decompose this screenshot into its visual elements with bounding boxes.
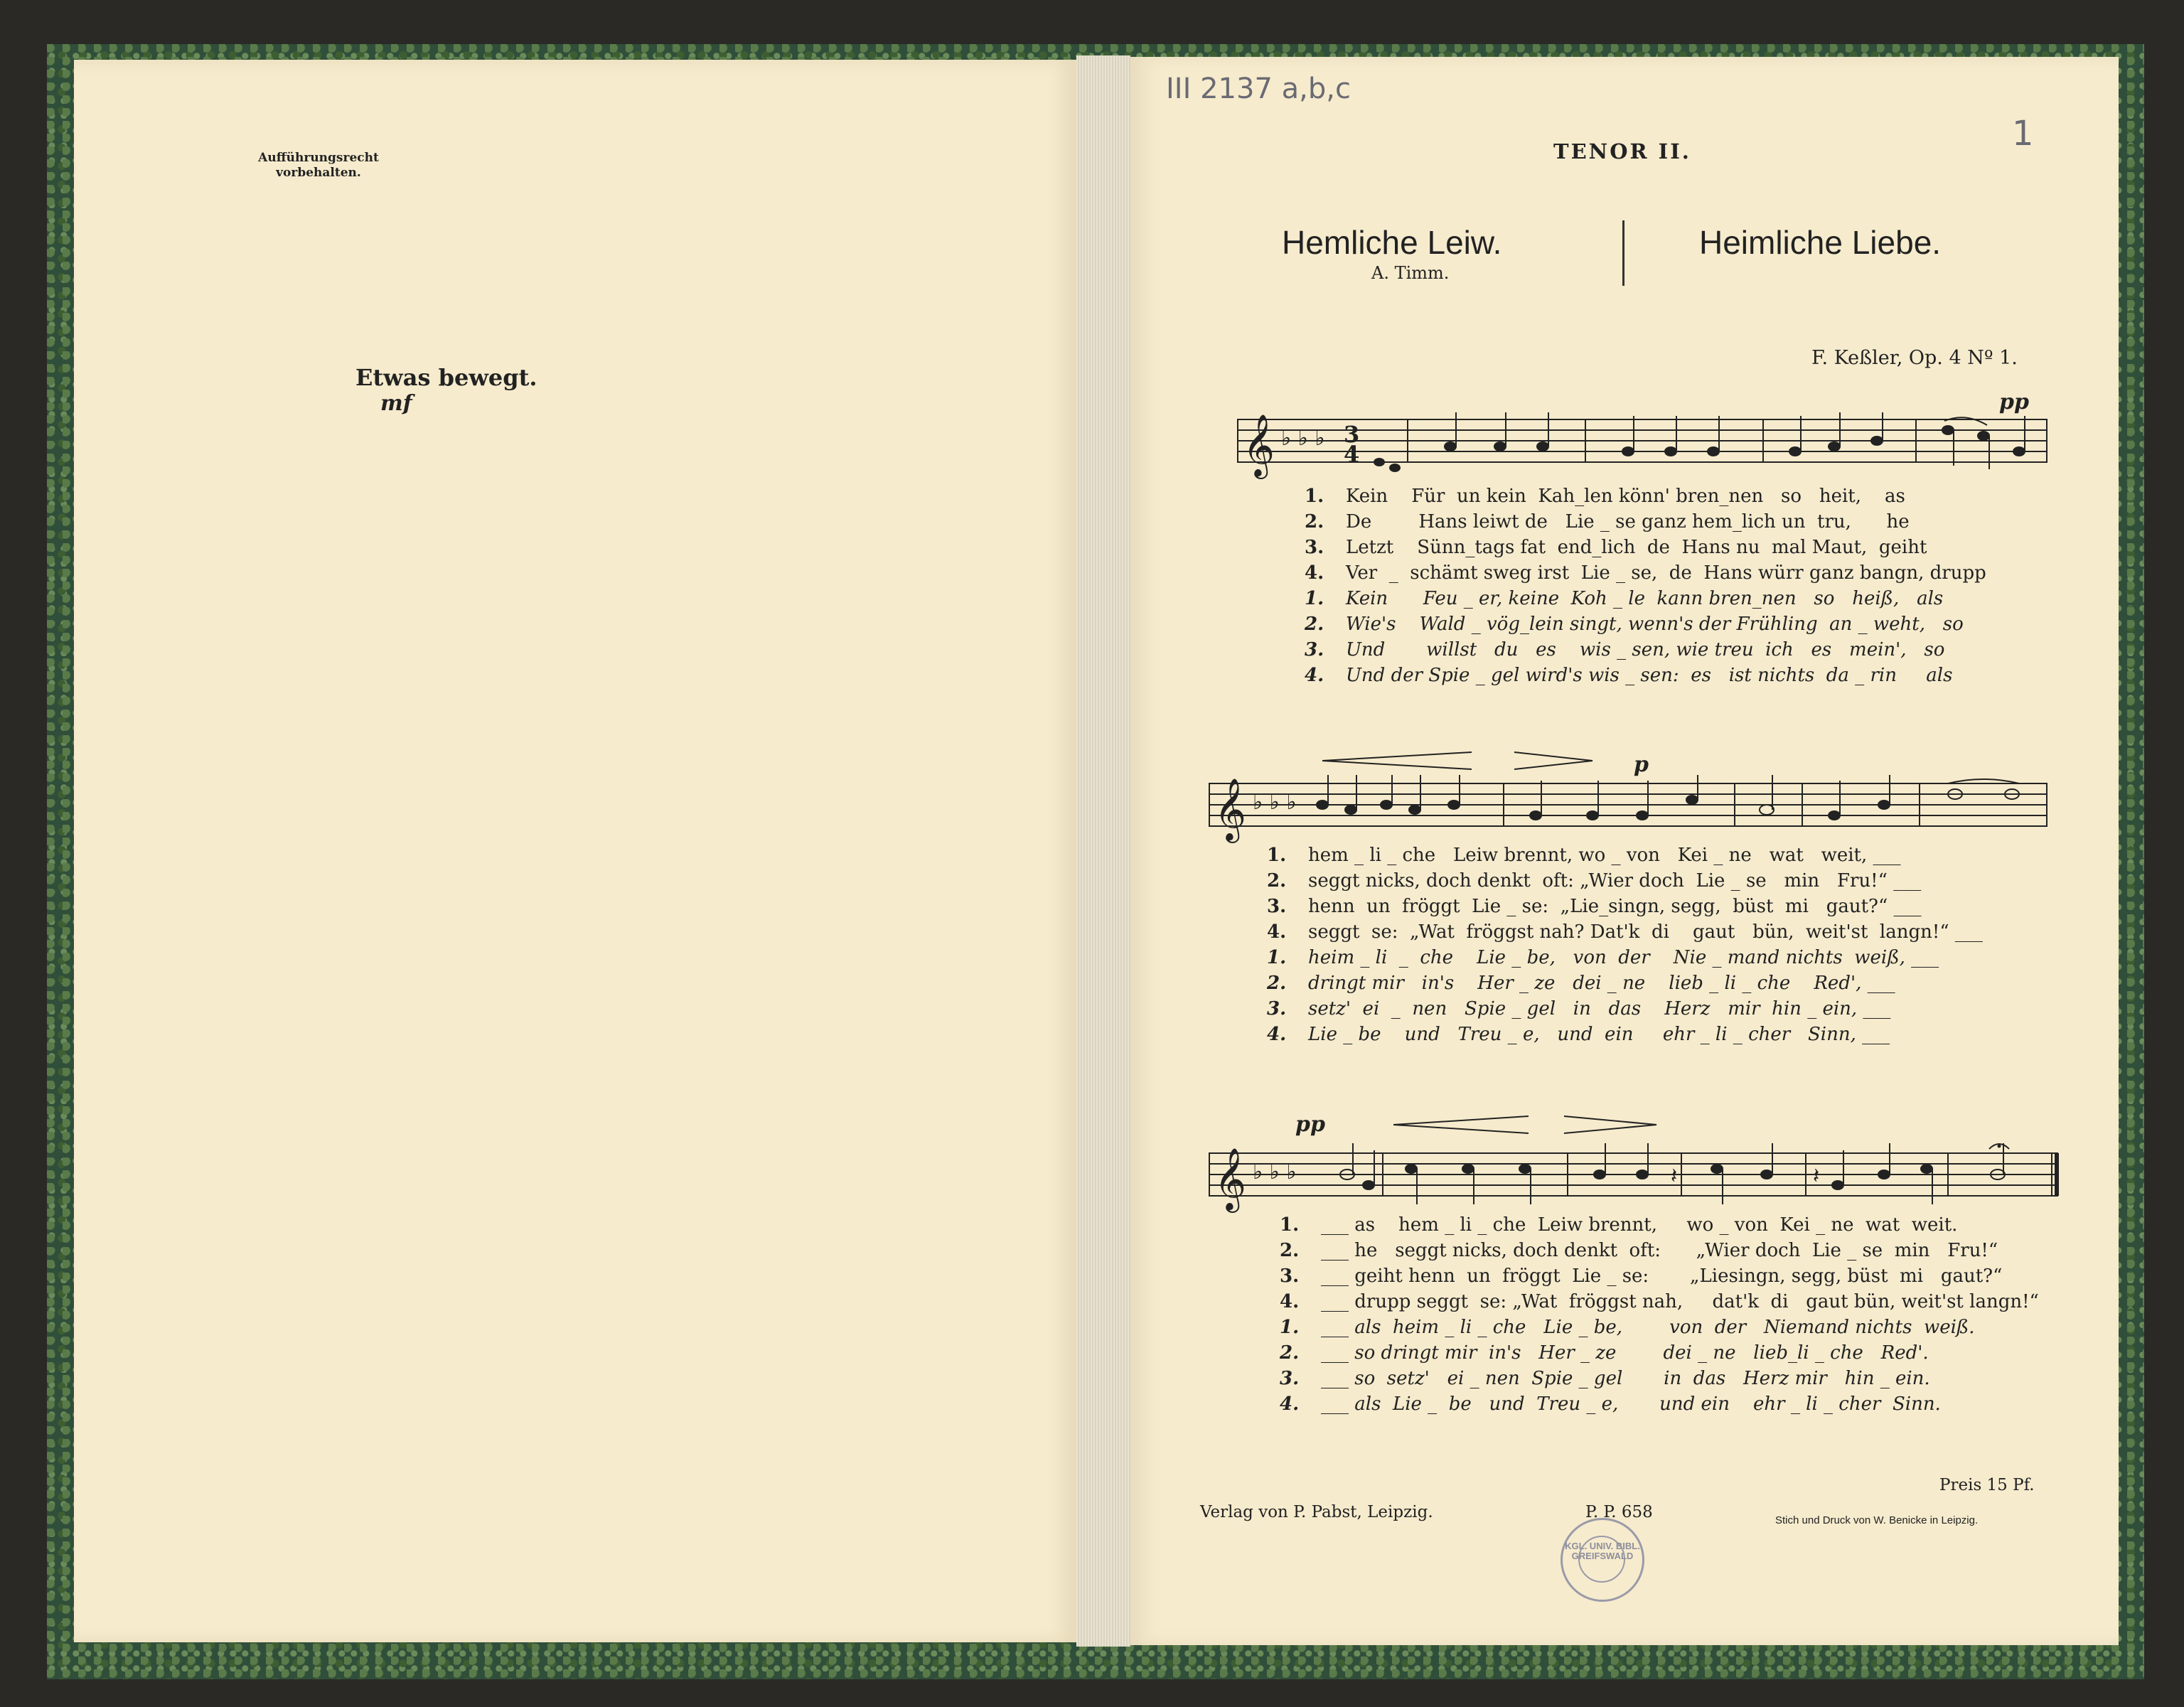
- left-blank-page: [74, 60, 1076, 1642]
- hairpins-system-2: [1322, 747, 1635, 775]
- verse-line: 1. Kein Für un kein Kah_len könn' bren_nen so heit, as: [1305, 486, 1905, 507]
- tempo-marking: Etwas bewegt.: [355, 364, 537, 391]
- verse-line: 3. Und willst du es wis _ sen, wie treu ich es mein', so: [1305, 639, 1945, 660]
- engraver-credit: Stich und Druck von W. Benicke in Leipzig.: [1775, 1514, 1979, 1526]
- dynamic-pp-2: pp: [1295, 1112, 1325, 1137]
- title-divider: [1622, 220, 1624, 286]
- verse-line: 3. setz' ei _ nen Spie _ gel in das Herz mir hin _ ein, ___: [1267, 998, 1891, 1020]
- verse-line: 2. Wie's Wald _ vög_lein singt, wenn's der Frühling an _ weht, so: [1305, 614, 1964, 635]
- verse-line: 2. ___ he seggt nicks, doch denkt oft: „Wier doch Lie _ se min Fru!“: [1280, 1240, 1998, 1261]
- svg-text:𝄽: 𝄽: [1671, 1164, 1678, 1189]
- verse-line: 2. De Hans leiwt de Lie _ se ganz hem_lich un tru, he: [1305, 511, 1910, 533]
- music-staff-1: [1237, 412, 2055, 483]
- dynamic-p: p: [1634, 752, 1649, 777]
- verse-line: 2. ___ so dringt mir in's Her _ ze dei _ ne lieb_li _ che Red'.: [1280, 1342, 1929, 1364]
- verse-line: 1. heim _ li _ che Lie _ be, von der Nie _ mand nichts weiß, ___: [1267, 947, 1939, 968]
- svg-text:3: 3: [1344, 421, 1360, 448]
- verse-line: 3. henn un fröggt Lie _ se: „Lie_singn, segg, büst mi gaut?“ ___: [1267, 896, 1922, 917]
- verse-line: 3. Letzt Sünn_tags fat end_lich de Hans nu mal Maut, geiht: [1305, 537, 1927, 558]
- verse-line: 1. ___ as hem _ li _ che Leiw brennt, wo _ von Kei _ ne wat weit.: [1280, 1214, 1958, 1236]
- svg-text:𝄞: 𝄞: [1214, 777, 1246, 840]
- svg-text:♭ ♭ ♭: ♭ ♭ ♭: [1281, 426, 1325, 451]
- music-staff-3: [1209, 1143, 2062, 1221]
- dynamic-mf: mf: [380, 391, 412, 416]
- svg-text:4: 4: [1344, 441, 1360, 468]
- pencil-page-number: 1: [2012, 114, 2034, 154]
- svg-text:𝄽: 𝄽: [1813, 1164, 1820, 1189]
- verse-line: 4. ___ drupp seggt se: „Wat fröggst nah, dat'k di gaut bün, weit'st langn!“: [1280, 1291, 2039, 1312]
- composer-credit: F. Keßler, Op. 4 Nº 1.: [1811, 347, 2018, 369]
- publisher: Verlag von P. Pabst, Leipzig.: [1200, 1503, 1433, 1521]
- verse-line: 1. ___ als heim _ li _ che Lie _ be, von der Niemand nichts weiß.: [1280, 1317, 1975, 1338]
- title-low-german: Hemliche Leiw.: [1282, 224, 1502, 261]
- verse-line: 4. Ver _ schämt sweg irst Lie _ se, de Hans würr ganz bangn, drupp: [1305, 562, 1986, 584]
- verse-line: 1. Kein Feu _ er, keine Koh _ le kann bren_nen so heiß, als: [1305, 588, 1944, 609]
- verse-line: 4. Und der Spie _ gel wird's wis _ sen: es ist nichts da _ rin als: [1305, 665, 1953, 686]
- library-stamp: [1561, 1518, 1644, 1602]
- lyrics-system-2: [1267, 842, 1983, 1047]
- verse-line: 4. Lie _ be und Treu _ e, und ein ehr _ li _ cher Sinn, ___: [1267, 1024, 1890, 1045]
- voice-part: TENOR II.: [1553, 139, 1691, 164]
- verse-line: 2. dringt mir in's Her _ ze dei _ ne lieb _ li _ che Red', ___: [1267, 973, 1895, 994]
- pencil-shelfmark: III 2137 a,b,c: [1166, 73, 1351, 105]
- verse-line: 3. ___ geiht henn un fröggt Lie _ se: „Liesingn, segg, büst mi gaut?“: [1280, 1265, 2003, 1287]
- verse-line: 2. seggt nicks, doch denkt oft: „Wier doch Lie _ se min Fru!“ ___: [1267, 870, 1922, 892]
- performance-rights-note: Aufführungsrecht vorbehalten.: [258, 151, 379, 180]
- lyrics-system-1: [1305, 483, 1986, 688]
- svg-text:♭ ♭ ♭: ♭ ♭ ♭: [1253, 1160, 1297, 1184]
- verse-line: 4. ___ als Lie _ be und Treu _ e, und ein ehr _ li _ cher Sinn.: [1280, 1393, 1941, 1415]
- poet-credit: A. Timm.: [1371, 263, 1450, 283]
- lyrics-system-3: [1280, 1212, 2039, 1417]
- dynamic-pp: pp: [1999, 390, 2029, 414]
- svg-text:𝄞: 𝄞: [1214, 1147, 1246, 1210]
- plate-number: P. P. 658: [1585, 1503, 1653, 1521]
- hairpins-system-3: [1393, 1111, 1664, 1139]
- verse-line: 4. seggt se: „Wat fröggst nah? Dat'k di gaut bün, weit'st langn!“ ___: [1267, 921, 1983, 943]
- verse-line: 3. ___ so setz' ei _ nen Spie _ gel in das Herz mir hin _ ein.: [1280, 1368, 1930, 1389]
- price: Preis 15 Pf.: [1939, 1476, 2035, 1494]
- verse-line: 1. hem _ li _ che Leiw brennt, wo _ von Kei _ ne wat weit, ___: [1267, 845, 1901, 866]
- svg-text:𝄞: 𝄞: [1243, 413, 1275, 476]
- stamp-text: KGL. UNIV. BIBL. GREIFSWALD: [1565, 1541, 1640, 1561]
- title-german: Heimliche Liebe.: [1699, 224, 1942, 261]
- music-staff-2: [1209, 775, 2055, 846]
- svg-text:♭ ♭ ♭: ♭ ♭ ♭: [1253, 790, 1297, 815]
- book-gutter: [1076, 55, 1130, 1647]
